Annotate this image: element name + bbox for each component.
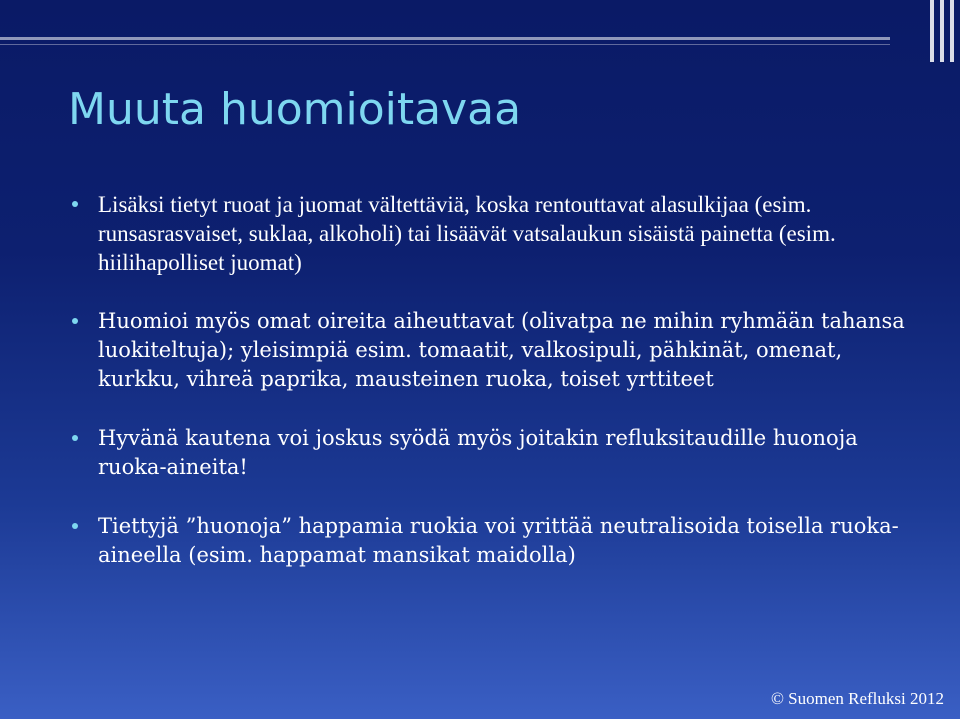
bullet-item <box>72 307 922 394</box>
bullet-dot-icon <box>72 318 78 324</box>
decorative-line-thin <box>0 44 890 45</box>
decorative-bar <box>940 0 944 62</box>
bullet-item <box>72 190 922 277</box>
bullet-item <box>72 512 922 570</box>
bullet-text: Lisäksi tietyt ruoat ja juomat vältettäviä, koska rentouttavat alasulkijaa (esim. runsasrasvaiset, suklaa, alkoholi) tai lisäävät vatsalaukun sisäistä painetta (esim. hiilihapolliset juomat) <box>98 192 836 275</box>
bullet-text: Huomioi myös omat oireita aiheuttavat (olivatpa ne mihin ryhmään tahansa luokiteltuja); yleisimpiä esim. tomaatit, valkosipuli, pähkinät, omenat, kurkku, vihreä paprika, mausteinen ruoka, toiset yrttiteet <box>98 309 905 391</box>
decorative-line <box>0 37 890 40</box>
bullet-text: Tiettyjä ”huonoja” happamia ruokia voi yrittää neutralisoida toisella ruoka-aineella (esim. happamat mansikat maidolla) <box>98 514 899 567</box>
bullet-text: Hyvänä kautena voi joskus syödä myös joitakin refluksitaudille huonoja ruoka-aineita! <box>98 426 858 479</box>
decorative-bar <box>930 0 934 62</box>
bullet-dot-icon <box>72 435 78 441</box>
bullet-item <box>72 424 922 482</box>
bullet-dot-icon <box>72 201 78 207</box>
bullet-dot-icon <box>72 523 78 529</box>
slide-title: Muuta huomioitavaa <box>68 84 522 135</box>
bullet-list <box>72 190 922 600</box>
copyright-footer: © Suomen Refluksi 2012 <box>771 689 944 708</box>
decorative-bar <box>950 0 954 62</box>
